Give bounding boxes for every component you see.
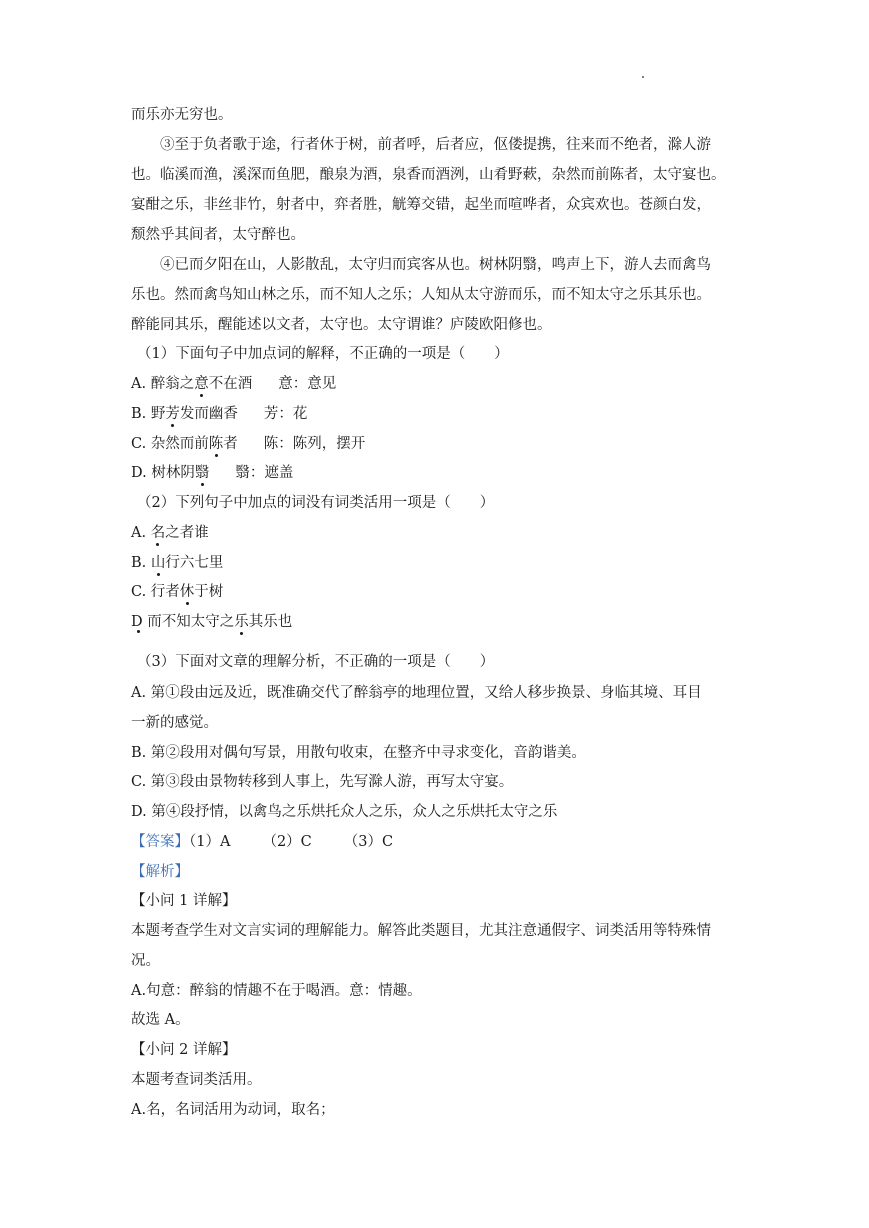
option-a: A. 名之者谁	[131, 525, 209, 541]
subquestion-heading: 【小问 1 详解】	[131, 893, 237, 909]
paragraph-line: 醉能同其乐，醒能述以文者，太守也。太守谓谁？庐陵欧阳修也。	[131, 317, 552, 333]
answer-3: （3）C	[343, 834, 394, 850]
dotted-word: 乐	[234, 614, 249, 630]
option-b: B. 第②段用对偶句写景，用散句收束，在整齐中寻求变化，音韵谐美。	[131, 745, 586, 761]
option-c: C. 行者休于树	[131, 584, 224, 600]
subquestion-heading: 【小问 2 详解】	[131, 1042, 237, 1058]
analysis-line: 况。	[131, 953, 160, 969]
option-c: C. 杂然而前陈者 陈：陈列，摆开	[131, 436, 366, 452]
analysis-line: 本题考查词类活用。	[131, 1072, 262, 1088]
dotted-word: 芳	[165, 406, 180, 422]
option-a: A. 第①段由远及近，既准确交代了醉翁亭的地理位置，又给人移步换景、身临其境、耳目	[131, 685, 702, 701]
answer-line	[131, 832, 393, 852]
option-a: A. 醉翁之意不在酒 意：意见	[131, 376, 337, 392]
analysis-line: 故选 A。	[131, 1012, 190, 1028]
dotted-word: 山	[150, 555, 166, 571]
paragraph-line: 乐也。然而禽鸟知山林之乐，而不知人之乐；人知从太守游而乐，而不知太守之乐其乐也。	[131, 287, 711, 303]
stray-dot	[137, 630, 140, 633]
option-d: D. 树林阴翳 翳：遮盖	[131, 465, 294, 481]
dotted-word: 意	[194, 376, 209, 392]
paragraph-line: 而乐亦无穷也。	[131, 107, 233, 123]
option-b: B. 山行六七里	[131, 555, 224, 571]
option-a-continued: 一新的感觉。	[131, 715, 218, 731]
dotted-word: 休	[179, 584, 195, 600]
question-stem: （1）下面句子中加点词的解释，不正确的一项是（ ）	[137, 346, 509, 362]
option-c: C. 第③段由景物转移到人事上，先写滁人游，再写太守宴。	[131, 774, 514, 790]
paragraph-line: ④已而夕阳在山，人影散乱，太守归而宾客从也。树林阴翳，鸣声上下，游人去而禽鸟	[160, 257, 711, 273]
answer-tag: 【答案】	[131, 834, 189, 850]
option-b: B. 野芳发而幽香 芳：花	[131, 406, 308, 422]
page-mark	[642, 76, 644, 78]
answer-2: （2）C	[262, 834, 312, 850]
option-d: D. 第④段抒情，以禽鸟之乐烘托众人之乐，众人之乐烘托太守之乐	[131, 804, 558, 820]
paragraph-line: 宴酣之乐，非丝非竹，射者中，弈者胜，觥筹交错，起坐而喧哗者，众宾欢也。苍颜白发，	[131, 197, 711, 213]
dotted-word: 陈	[208, 436, 224, 452]
paragraph-line: 颓然乎其间者，太守醉也。	[131, 227, 305, 243]
answer-1: （1）A	[189, 834, 231, 850]
analysis-line: 本题考查学生对文言实词的理解能力。解答此类题目，尤其注意通假字、词类活用等特殊情	[131, 923, 711, 939]
analysis-line: A.名，名词活用为动词，取名；	[131, 1102, 335, 1118]
question-stem: （3）下面对文章的理解分析，不正确的一项是（ ）	[137, 654, 495, 670]
question-stem: （2）下列句子中加点的词没有词类活用一项是（ ）	[137, 495, 495, 511]
paragraph-line: ③至于负者歌于途，行者休于树，前者呼，后者应，伛偻提携，往来而不绝者，滁人游	[160, 137, 711, 153]
analysis-line: A.句意：醉翁的情趣不在于喝酒。意：情趣。	[131, 983, 422, 999]
option-d: D 而不知太守之乐其乐也	[131, 614, 293, 630]
analysis-tag: 【解析】	[131, 864, 189, 880]
paragraph-line: 也。临溪而渔，溪深而鱼肥，酿泉为酒，泉香而酒洌，山肴野蔌，杂然而前陈者，太守宴也。	[131, 167, 726, 183]
dotted-word: 翳	[194, 465, 210, 481]
dotted-word: 名	[150, 525, 166, 541]
